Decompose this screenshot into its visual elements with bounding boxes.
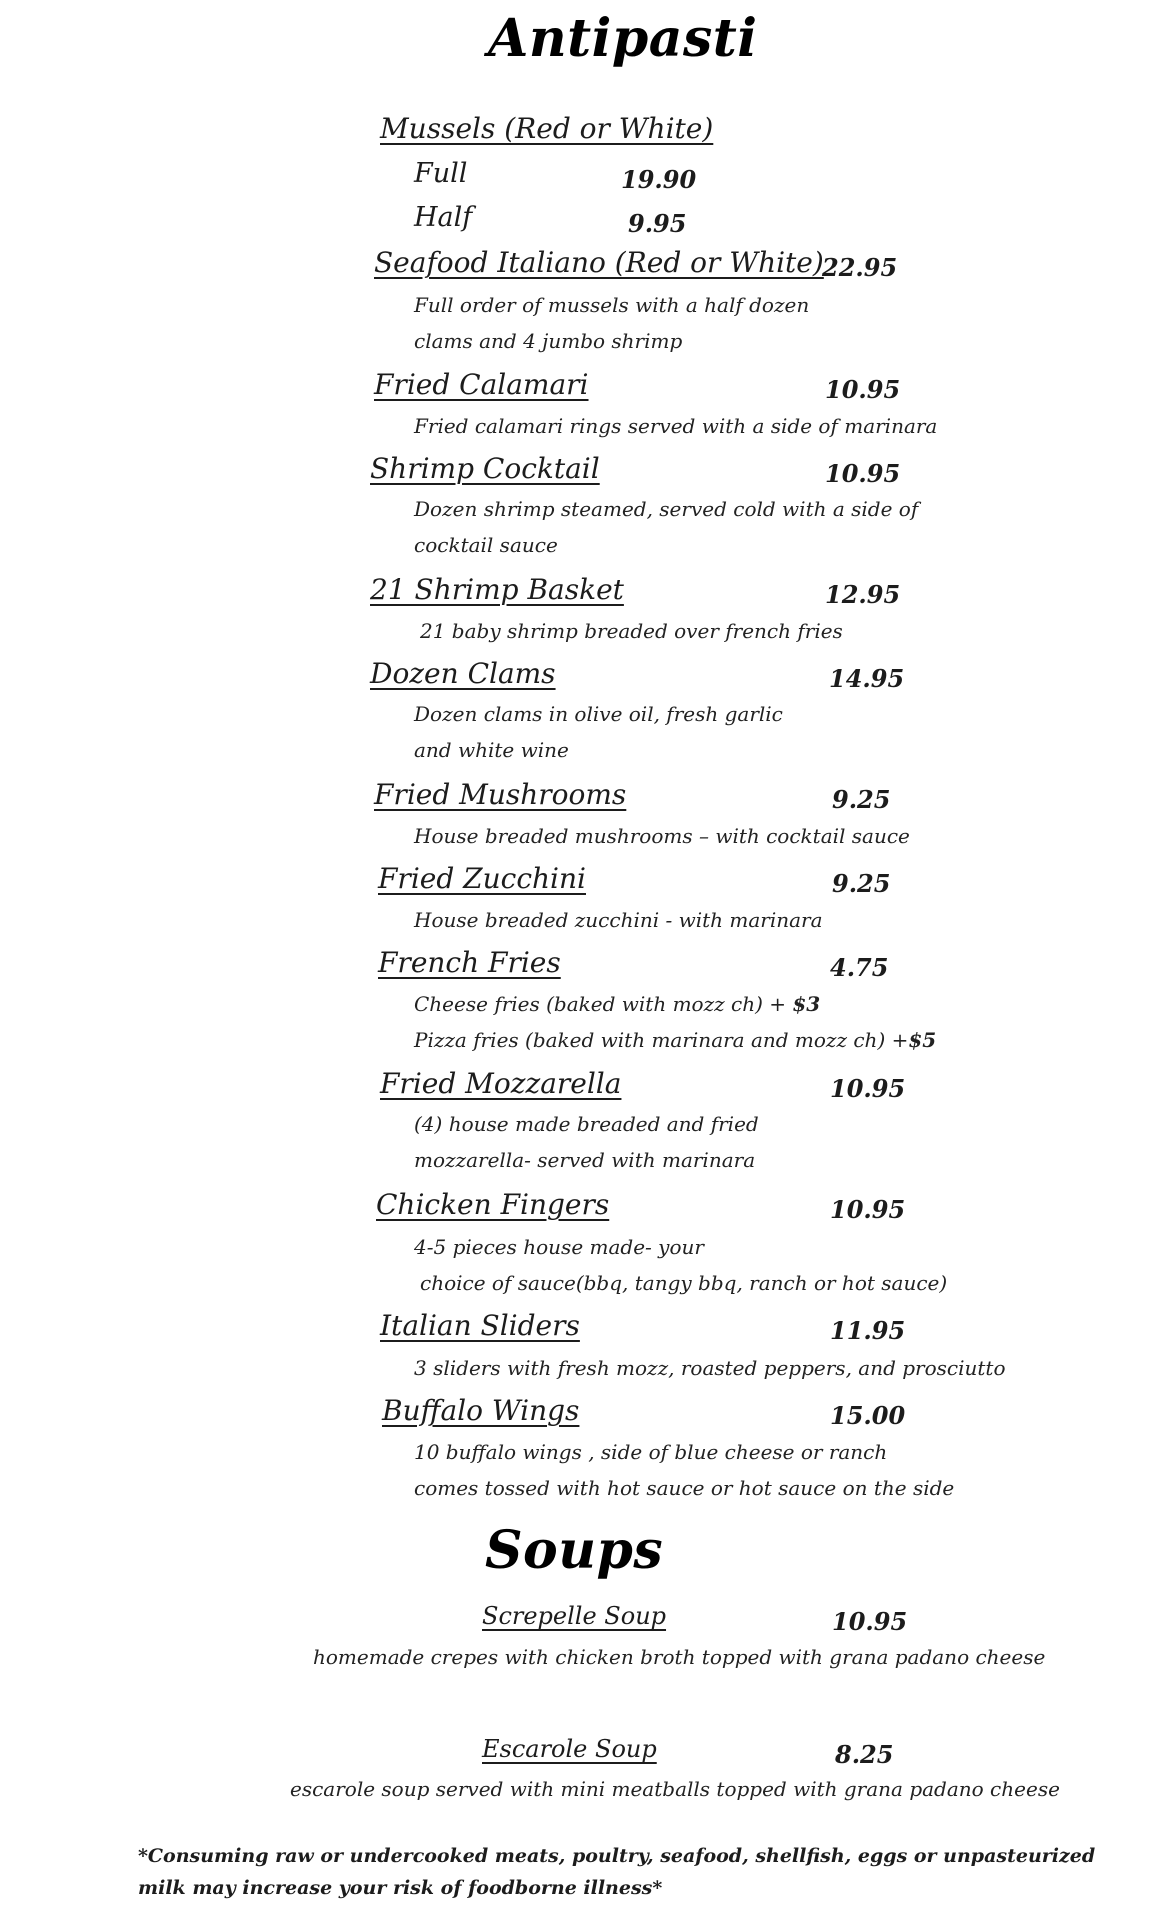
price-dozen-clams: 14.95 [829,664,905,693]
item-name-fried-zucchini: Fried Zucchini [378,862,586,895]
item-name-italian-sliders: Italian Sliders [380,1309,580,1342]
desc-screpelle-soup: homemade crepes with chicken broth topped with grana padano cheese [313,1645,1046,1669]
desc-chicken-fingers-line2: choice of sauce(bbq, tangy bbq, ranch or hot sauce) [420,1271,948,1295]
item-name-fried-calamari: Fried Calamari [374,368,589,401]
item-name-buffalo-wings: Buffalo Wings [382,1394,580,1427]
mussels-half-price: 9.95 [628,209,687,238]
cheese-fries-addon-price: $3 [792,992,821,1016]
desc-fried-calamari: Fried calamari rings served with a side of marinara [414,414,938,438]
item-name-chicken-fingers: Chicken Fingers [376,1188,610,1221]
desc-seafood-italiano-line2: clams and 4 jumbo shrimp [414,329,683,353]
desc-dozen-clams-line2: and white wine [414,738,569,762]
price-italian-sliders: 11.95 [830,1316,906,1345]
item-name-21-shrimp-basket: 21 Shrimp Basket [370,573,624,606]
price-shrimp-cocktail: 10.95 [825,459,901,488]
mussels-full-label: Full [414,158,468,189]
price-chicken-fingers: 10.95 [830,1195,906,1224]
price-fried-mushrooms: 9.25 [832,785,891,814]
item-name-dozen-clams: Dozen Clams [370,657,556,690]
price-fried-mozzarella: 10.95 [830,1074,906,1103]
item-name-fried-mozzarella: Fried Mozzarella [380,1067,622,1100]
desc-fried-mushrooms: House breaded mushrooms – with cocktail sauce [414,824,910,848]
item-name-fried-mushrooms: Fried Mushrooms [374,778,627,811]
desc-shrimp-cocktail-line2: cocktail sauce [414,533,558,557]
price-french-fries: 4.75 [830,953,889,982]
desc-chicken-fingers-line1: 4-5 pieces house made- your [414,1235,704,1259]
price-screpelle-soup: 10.95 [832,1607,908,1636]
mussels-full-price: 19.90 [621,165,697,194]
pizza-fries-addon-price: $5 [908,1028,937,1052]
mussels-half-label: Half [414,202,473,233]
desc-dozen-clams-line1: Dozen clams in olive oil, fresh garlic [414,702,783,726]
item-name-mussels: Mussels (Red or White) [380,112,714,145]
desc-italian-sliders: 3 sliders with fresh mozz, roasted peppers, and prosciutto [414,1356,1006,1380]
price-fried-calamari: 10.95 [825,375,901,404]
item-name-french-fries: French Fries [378,946,561,979]
desc-escarole-soup: escarole soup served with mini meatballs topped with grana padano cheese [290,1777,1060,1801]
antipasti-title: Antipasti [488,8,758,69]
desc-shrimp-cocktail-line1: Dozen shrimp steamed, served cold with a side of [414,497,919,521]
soup-name-escarole: Escarole Soup [482,1735,657,1763]
desc-pizza-fries: Pizza fries (baked with marinara and mozz ch) +$5 [414,1028,937,1052]
price-seafood-italiano: 22.95 [822,253,898,282]
price-fried-zucchini: 9.25 [832,869,891,898]
desc-21-shrimp-basket: 21 baby shrimp breaded over french fries [420,619,843,643]
item-name-seafood-italiano: Seafood Italiano (Red or White) [374,246,824,279]
desc-buffalo-wings-line2: comes tossed with hot sauce or hot sauce on the side [414,1476,955,1500]
desc-fried-mozzarella-line2: mozzarella- served with marinara [414,1148,756,1172]
desc-buffalo-wings-line1: 10 buffalo wings , side of blue cheese or ranch [414,1440,888,1464]
price-buffalo-wings: 15.00 [830,1401,906,1430]
soups-title: Soups [485,1520,664,1581]
desc-fried-mozzarella-line1: (4) house made breaded and fried [414,1112,759,1136]
item-name-shrimp-cocktail: Shrimp Cocktail [370,452,600,485]
desc-fried-zucchini: House breaded zucchini - with marinara [414,908,823,932]
price-escarole-soup: 8.25 [835,1740,894,1769]
desc-cheese-fries: Cheese fries (baked with mozz ch) + $3 [414,992,821,1016]
price-21-shrimp-basket: 12.95 [825,580,901,609]
foodborne-illness-warning: *Consuming raw or undercooked meats, poultry, seafood, shellfish, eggs or unpasteurized milk may increase your risk of foodborne illness* [138,1845,1096,1899]
soup-name-screpelle: Screpelle Soup [482,1602,667,1630]
desc-seafood-italiano-line1: Full order of mussels with a half dozen [414,293,810,317]
